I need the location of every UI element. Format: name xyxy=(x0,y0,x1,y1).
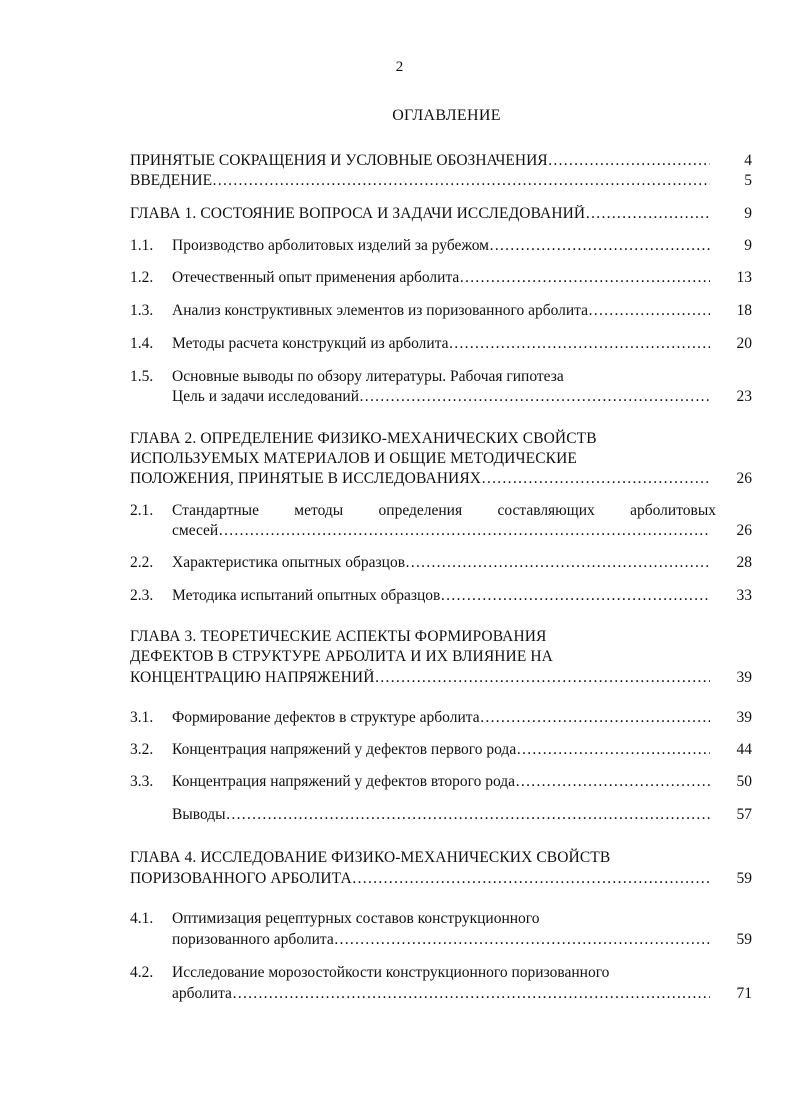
toc-entry-page: 26 xyxy=(736,470,752,487)
toc-entry-page: 5 xyxy=(744,172,752,189)
toc-entry-number: 2.1. xyxy=(130,502,154,519)
toc-entry-title-line: Отечественный опыт применения арболита …………………………………………………………………………………………………………………………………………………… xyxy=(172,269,710,287)
toc-entry-title-line: Основные выводы по обзору литературы. Рабочая гипотеза xyxy=(172,368,564,385)
toc-entry-title-line: ГЛАВА 2. ОПРЕДЕЛЕНИЕ ФИЗИКО-МЕХАНИЧЕСКИХ СВОЙСТВ xyxy=(130,430,597,447)
toc-title: ОГЛАВЛЕНИЕ xyxy=(392,107,501,124)
toc-entry-page: 26 xyxy=(736,522,752,539)
toc-entry-page: 71 xyxy=(736,985,752,1002)
toc-entry-title-line: Формирование дефектов в структуре арболита …………………………………………………………………………………………………………………………………………………… xyxy=(172,709,710,727)
toc-entry-title-line: Анализ конструктивных элементов из поризованного арболита …………………………………………………………………………………………………………………………………………………… xyxy=(172,302,710,320)
toc-entry-number: 1.2. xyxy=(130,269,154,286)
toc-entry-title-line: Стандартные методы определения составляющих арболитовых xyxy=(172,502,716,519)
toc-entry-number: 4.2. xyxy=(130,964,154,981)
toc-entry-title-line: Характеристика опытных образцов …………………………………………………………………………………………………………………………………………………… xyxy=(172,554,710,572)
toc-entry-title-line: Концентрация напряжений у дефектов первого рода …………………………………………………………………………………………………………………………………………………… xyxy=(172,741,710,759)
toc-entry-page: 50 xyxy=(736,773,752,790)
toc-entry-page: 9 xyxy=(744,237,752,254)
toc-entry-page: 28 xyxy=(736,554,752,571)
toc-entry-title-line: ПОРИЗОВАННОГО АРБОЛИТА …………………………………………………………………………………………………………………………………………………… xyxy=(130,870,710,888)
toc-entry-page: 57 xyxy=(736,806,752,823)
toc-entry-title-line: ГЛАВА 3. ТЕОРЕТИЧЕСКИЕ АСПЕКТЫ ФОРМИРОВАНИЯ xyxy=(130,628,547,645)
toc-entry-number: 1.1. xyxy=(130,237,154,254)
toc-entry-page: 39 xyxy=(736,709,752,726)
toc-entry-title-line: Оптимизация рецептурных составов конструкционного xyxy=(172,910,540,927)
toc-entry-number: 1.4. xyxy=(130,335,154,352)
toc-entry-number: 2.3. xyxy=(130,587,154,604)
page-number: 2 xyxy=(395,59,404,75)
toc-entry-title-line: Исследование морозостойкости конструкционного поризованного xyxy=(172,964,610,981)
toc-entry-title-line: Концентрация напряжений у дефектов второго рода …………………………………………………………………………………………………………………………………………………… xyxy=(172,773,710,791)
toc-entry-page: 59 xyxy=(736,931,752,948)
toc-entry-title-line: поризованного арболита …………………………………………………………………………………………………………………………………………………… xyxy=(172,931,710,949)
toc-entry-page: 59 xyxy=(736,870,752,887)
toc-entry-title-line: ГЛАВА 1. СОСТОЯНИЕ ВОПРОСА И ЗАДАЧИ ИССЛЕДОВАНИЙ …………………………………………………………………………………………………………………………………………………… xyxy=(130,205,710,223)
toc-entry-page: 20 xyxy=(736,335,752,352)
toc-entry-title-line: ГЛАВА 4. ИССЛЕДОВАНИЕ ФИЗИКО-МЕХАНИЧЕСКИХ СВОЙСТВ xyxy=(130,849,611,866)
toc-entry-page: 33 xyxy=(736,587,752,604)
toc-entry-title-line: ВВЕДЕНИЕ …………………………………………………………………………………………………………………………………………………… xyxy=(130,172,710,190)
toc-entry-page: 13 xyxy=(736,269,752,286)
toc-entry-title-line: ПОЛОЖЕНИЯ, ПРИНЯТЫЕ В ИССЛЕДОВАНИЯХ …………………………………………………………………………………………………………………………………………………… xyxy=(130,470,710,488)
toc-entry-number: 3.1. xyxy=(130,709,154,726)
toc-entry-number: 1.5. xyxy=(130,368,154,385)
toc-entry-title-line: смесей …………………………………………………………………………………………………………………………………………………… xyxy=(172,522,710,540)
toc-entry-number: 2.2. xyxy=(130,554,154,571)
toc-entry-title-line: Производство арболитовых изделий за рубежом …………………………………………………………………………………………………………………………………………………… xyxy=(172,237,710,255)
toc-entry-title-line: Методы расчета конструкций из арболита …………………………………………………………………………………………………………………………………………………… xyxy=(172,335,710,353)
toc-entry-page: 39 xyxy=(736,669,752,686)
toc-entry-title-line: ДЕФЕКТОВ В СТРУКТУРЕ АРБОЛИТА И ИХ ВЛИЯНИЕ НА xyxy=(130,648,553,665)
toc-entry-number: 3.3. xyxy=(130,773,154,790)
toc-entry-title-line: ПРИНЯТЫЕ СОКРАЩЕНИЯ И УСЛОВНЫЕ ОБОЗНАЧЕНИЯ …………………………………………………………………………………………………………………………………………………… xyxy=(130,152,710,170)
toc-entry-title-line: Цель и задачи исследований …………………………………………………………………………………………………………………………………………………… xyxy=(172,388,710,406)
toc-entry-page: 18 xyxy=(736,302,752,319)
toc-entry-title-line: арболита …………………………………………………………………………………………………………………………………………………… xyxy=(172,985,710,1003)
toc-entry-page: 4 xyxy=(744,152,752,169)
toc-entry-title-line: ИСПОЛЬЗУЕМЫХ МАТЕРИАЛОВ И ОБЩИЕ МЕТОДИЧЕСКИЕ xyxy=(130,450,577,467)
toc-entry-number: 1.3. xyxy=(130,302,154,319)
toc-entry-title-line: КОНЦЕНТРАЦИЮ НАПРЯЖЕНИЙ …………………………………………………………………………………………………………………………………………………… xyxy=(130,669,710,687)
toc-entry-page: 44 xyxy=(736,741,752,758)
toc-entry-title-line: Выводы …………………………………………………………………………………………………………………………………………………… xyxy=(172,806,710,824)
toc-entry-number: 3.2. xyxy=(130,741,154,758)
toc-entry-title-line: Методика испытаний опытных образцов …………………………………………………………………………………………………………………………………………………… xyxy=(172,587,710,605)
toc-entry-page: 23 xyxy=(736,388,752,405)
toc-entry-page: 9 xyxy=(744,205,752,222)
toc-entry-number: 4.1. xyxy=(130,910,154,927)
